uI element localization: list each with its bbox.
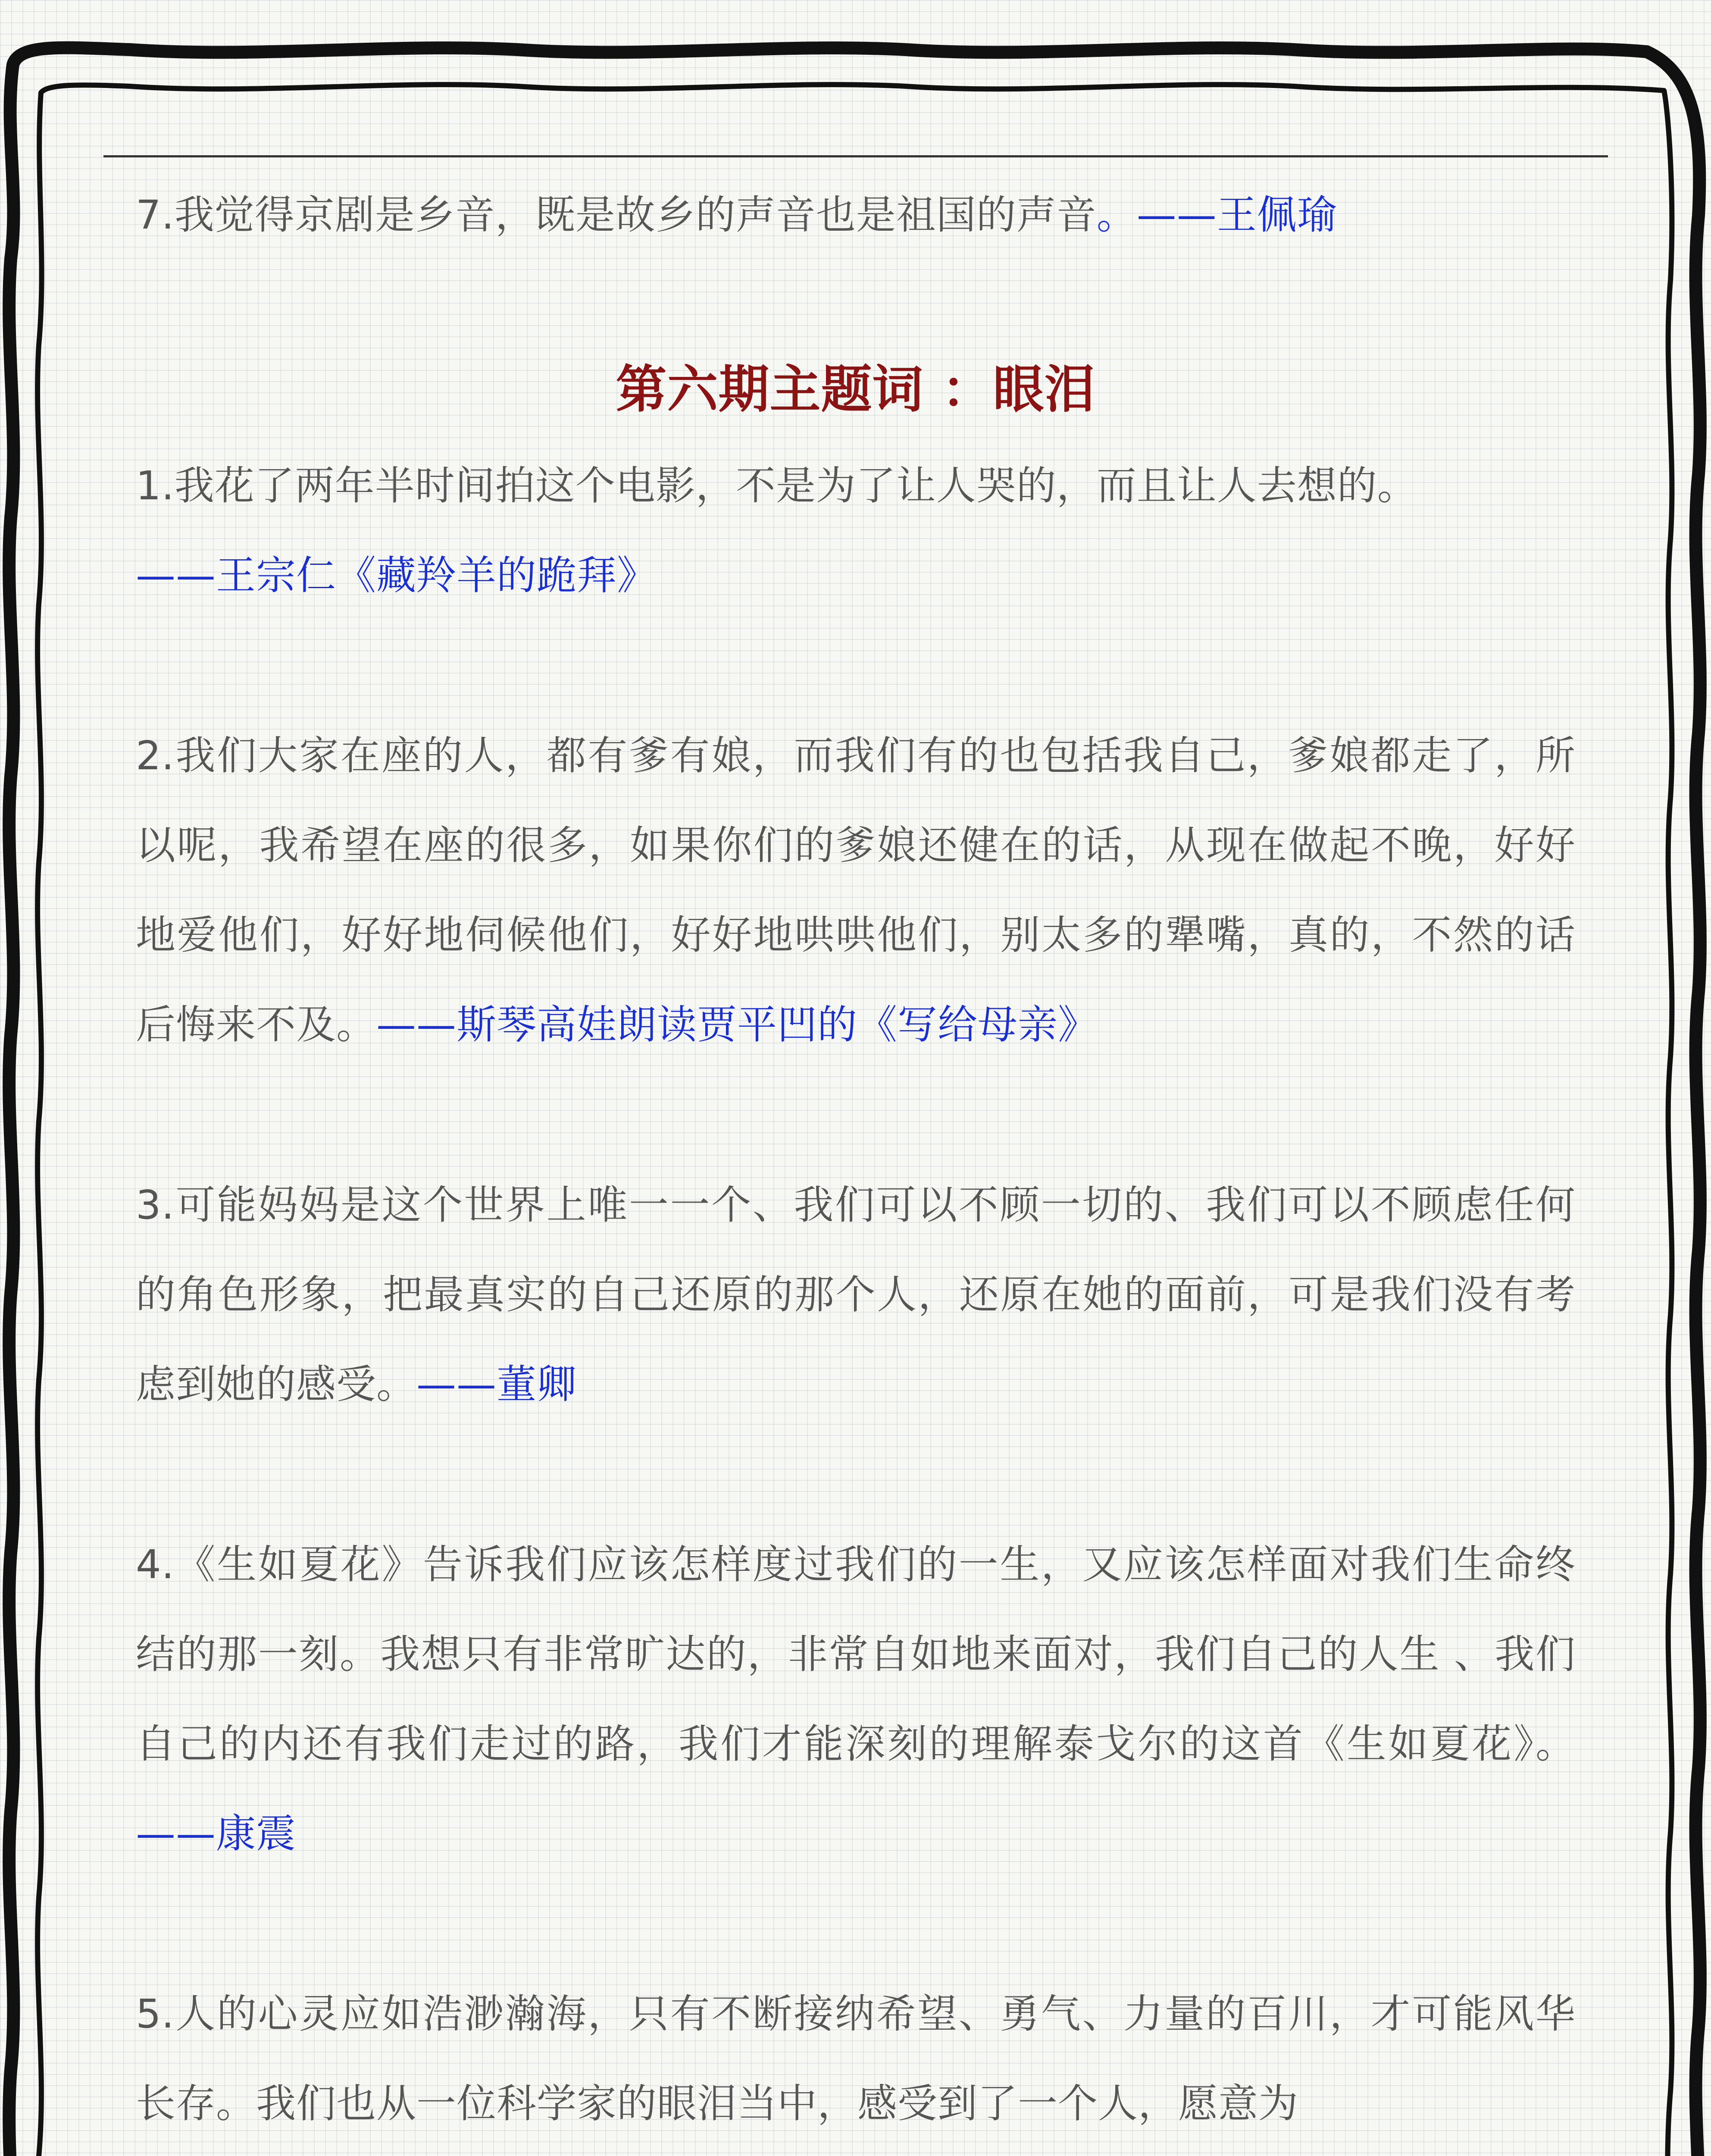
quote-2-source: ——斯琴高娃朗读贾平凹的《写给母亲》	[376, 1002, 1098, 1048]
quote-5-text: 5.人的心灵应如浩渺瀚海，只有不断接纳希望、勇气、力量的百川，才可能风华长存。我们也从一位科学家的眼泪当中，感受到了一个人，愿意为	[136, 1991, 1576, 2127]
spacer	[136, 1070, 1576, 1160]
section-title: 第六期主题词 ：眼泪	[616, 360, 1096, 419]
quote-7-text: 7.我觉得京剧是乡音，既是故乡的声音也是祖国的声音	[136, 192, 1097, 238]
quote-3	[136, 1160, 1576, 1429]
header-rule	[103, 155, 1608, 157]
spacer	[136, 620, 1576, 711]
quote-7	[136, 170, 1576, 260]
quote-4-source: ——康震	[136, 1811, 297, 1857]
quote-1-text: 1.我花了两年半时间拍这个电影，不是为了让人哭的，而且让人去想的。	[136, 463, 1417, 509]
quote-3-text: 3.可能妈妈是这个世界上唯一一个、我们可以不顾一切的、我们可以不顾虑任何的角色形象，把最真实的自己还原的那个人，还原在她的面前，可是我们没有考虑到她的感受。	[136, 1182, 1576, 1407]
quote-1	[136, 441, 1576, 620]
section-title-block	[136, 260, 1576, 441]
spacer	[136, 1429, 1576, 1520]
page-content	[136, 170, 1576, 2149]
quote-4-text: 4.《生如夏花》告诉我们应该怎样度过我们的一生，又应该怎样面对我们生命终结的那一刻。我想只有非常旷达的，非常自如地来面对，我们自己的人生 、我们自己的内还有我们走过的路，我们才能深刻的理解泰戈尔的这首《生如夏花》。	[136, 1542, 1576, 1767]
quote-7-source: 。——王佩瑜	[1096, 192, 1337, 238]
quote-2	[136, 711, 1576, 1070]
quote-5	[136, 1969, 1576, 2149]
quote-3-source: ——董卿	[416, 1361, 577, 1407]
quote-1-source: ——王宗仁《藏羚羊的跪拜》	[136, 552, 657, 599]
quote-2-text: 2.我们大家在座的人，都有爹有娘，而我们有的也包括我自己，爹娘都走了，所以呢，我希望在座的很多，如果你们的爹娘还健在的话，从现在做起不晚，好好地爱他们，好好地伺候他们，好好地哄哄他们，别太多的犟嘴，真的，不然的话后悔来不及。	[136, 733, 1576, 1048]
quote-4	[136, 1520, 1576, 1879]
spacer	[136, 1879, 1576, 1969]
